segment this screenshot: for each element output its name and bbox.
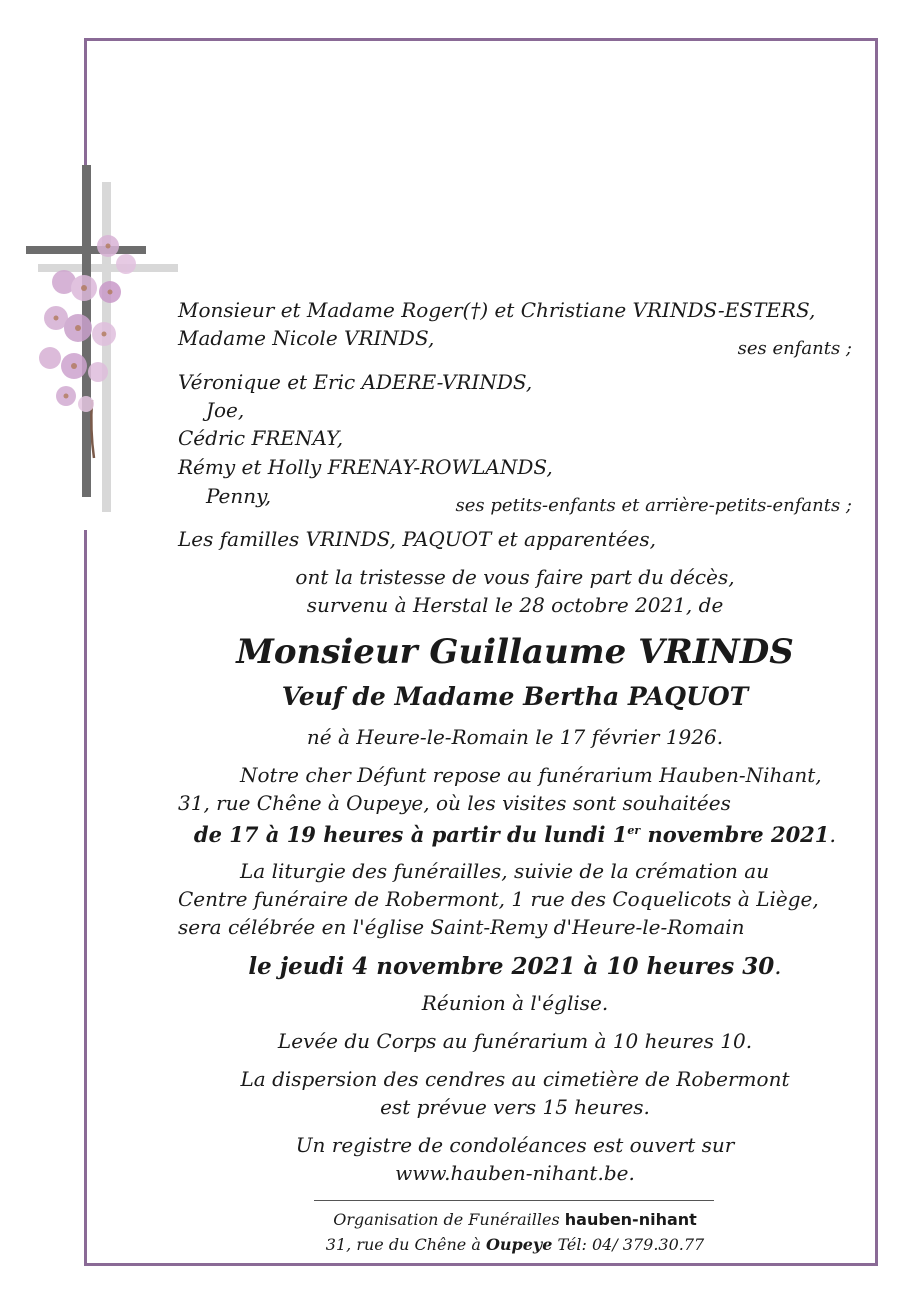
announcement-line-1: ont la tristesse de vous faire part du décès, — [295, 565, 735, 589]
footer-address — [170, 1233, 860, 1257]
deceased-name: Monsieur Guillaume VRINDS — [236, 632, 794, 672]
deceased-birth: né à Heure-le-Romain le 17 février 1926. — [306, 725, 724, 749]
footer-org — [170, 1208, 860, 1232]
footer-org-text: Organisation de Funérailles — [333, 1210, 565, 1229]
role-children: ses enfants ; — [737, 338, 852, 359]
footer-address-street: 31, rue du Chêne à — [325, 1235, 486, 1254]
family-line-3: Véronique et Eric ADERE-VRINDS, — [178, 370, 533, 394]
announcement-line-2: survenu à Herstal le 28 octobre 2021, de — [306, 593, 724, 617]
dispersion-line-1: La dispersion des cendres au cimetière de Robermont — [240, 1067, 790, 1091]
footer-divider — [314, 1200, 714, 1201]
visit-hours-a: de 17 à 19 heures à partir du lundi 1 — [193, 822, 628, 847]
family-line-5: Cédric FRENAY, — [178, 426, 344, 450]
cross-with-orchids-icon — [20, 160, 180, 530]
liturgy-line-3: sera célébrée en l'église Saint-Remy d'Heure-le-Romain — [178, 915, 745, 939]
family-line-8: Les familles VRINDS, PAQUOT et apparentées, — [178, 527, 657, 551]
dispersion-line-2: est prévue vers 15 heures. — [380, 1095, 650, 1119]
visit-hours-sup: er — [627, 824, 641, 837]
rest-line-2: 31, rue Chêne à Oupeye, où les visites sont souhaitées — [178, 791, 731, 815]
footer-address-town: Oupeye — [485, 1235, 553, 1254]
meeting-place: Réunion à l'église. — [421, 991, 609, 1015]
rest-line-1: Notre cher Défunt repose au funérarium Hauben-Nihant, — [240, 763, 822, 787]
family-line-6: Rémy et Holly FRENAY-ROWLANDS, — [178, 455, 553, 479]
ceremony-date-text: le jeudi 4 novembre 2021 à 10 heures 30 — [248, 953, 775, 980]
family-line-7: Penny, — [206, 484, 272, 508]
family-line-2: Madame Nicole VRINDS, — [178, 326, 435, 350]
footer-phone: Tél: 04/ 379.30.77 — [552, 1235, 705, 1254]
family-line-1: Monsieur et Madame Roger(†) et Christiane VRINDS-ESTERS, — [178, 298, 816, 322]
family-line-4: Joe, — [206, 398, 245, 422]
visit-hours-b: novembre 2021 — [640, 822, 830, 847]
role-grandchildren: ses petits-enfants et arrière-petits-enfants ; — [455, 495, 852, 516]
ceremony-date-end: . — [774, 954, 782, 980]
funeral-home-brand: hauben-nihant — [564, 1210, 697, 1229]
registry-line-1: Un registre de condoléances est ouvert sur — [295, 1133, 735, 1157]
deceased-spouse: Veuf de Madame Bertha PAQUOT — [281, 682, 749, 711]
liturgy-line-1: La liturgie des funérailles, suivie de la crémation au — [240, 859, 770, 883]
levee-du-corps: Levée du Corps au funérarium à 10 heures 10. — [277, 1029, 753, 1053]
liturgy-line-2: Centre funéraire de Robermont, 1 rue des Coquelicots à Liège, — [178, 887, 819, 911]
registry-url: www.hauben-nihant.be. — [395, 1161, 635, 1185]
ceremony-date — [170, 952, 860, 982]
visit-hours — [170, 822, 860, 848]
visit-hours-end: . — [829, 823, 837, 847]
